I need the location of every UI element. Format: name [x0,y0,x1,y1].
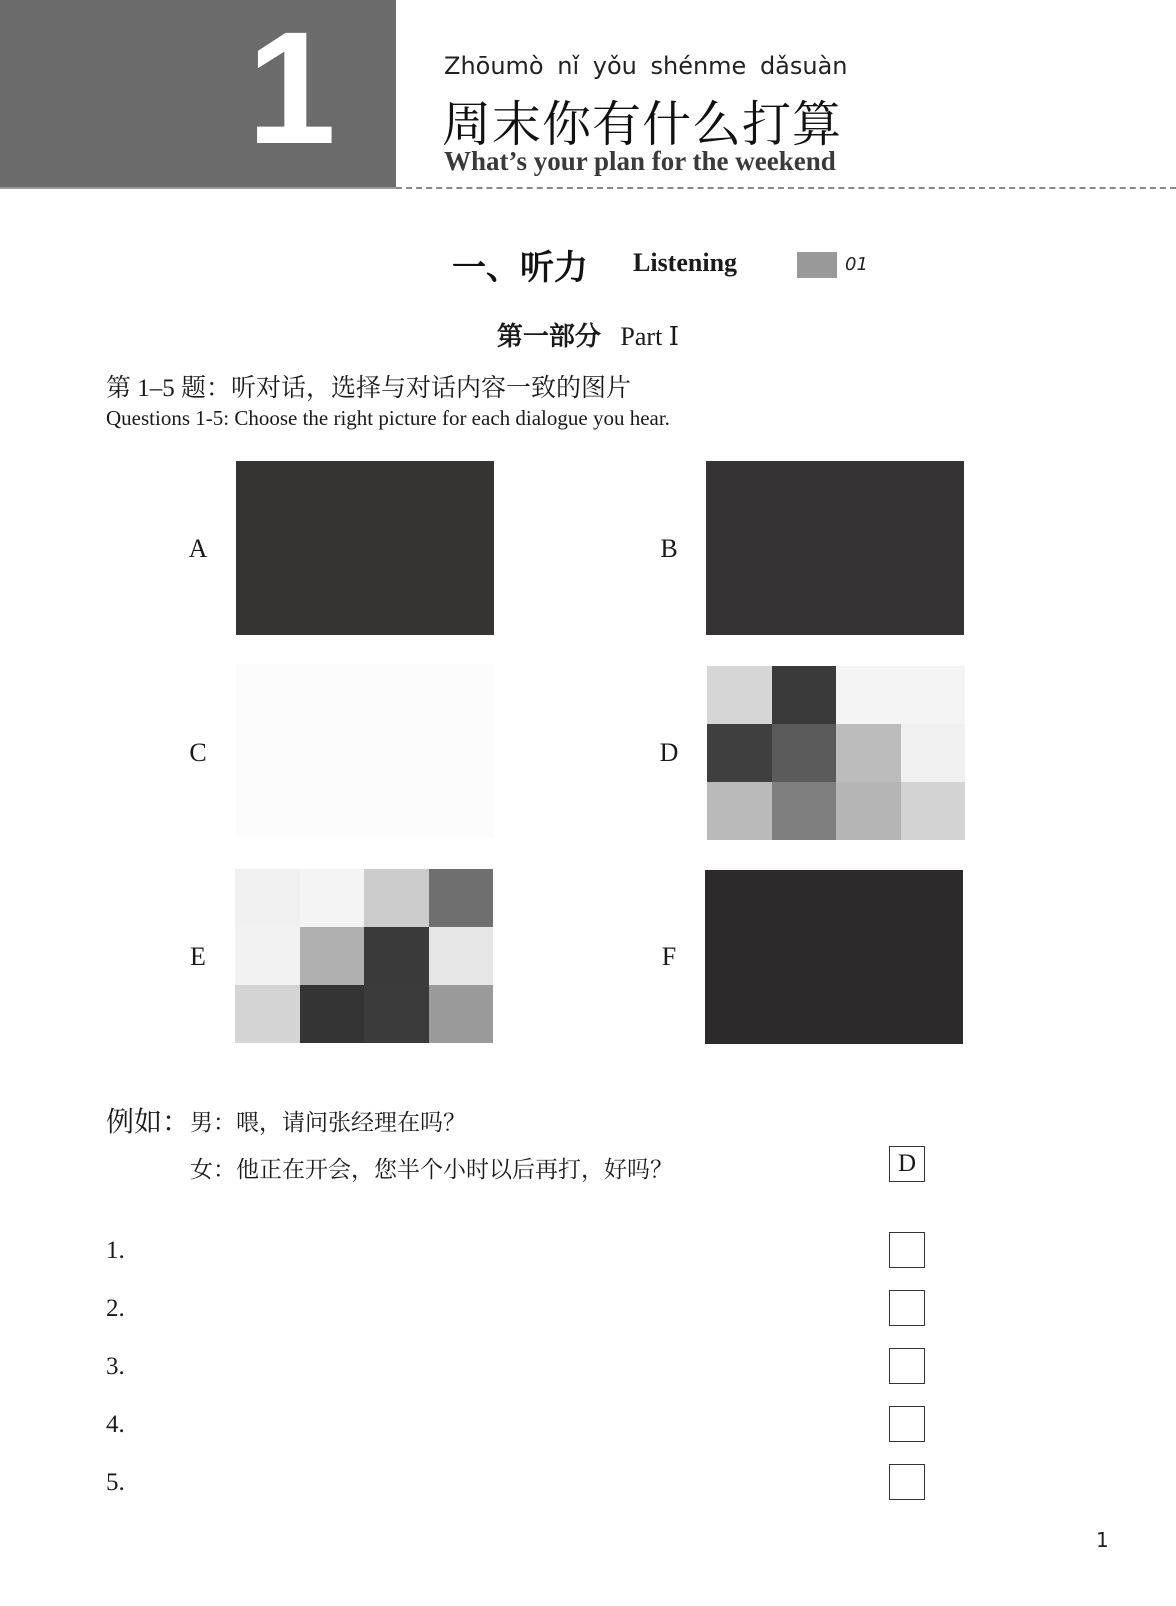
picture-tile [235,985,300,1043]
picture-tile [429,927,494,985]
lesson-pinyin: Zhōumò nǐ yǒu shénme dǎsuàn [444,52,848,80]
page-number: 1 [1096,1528,1109,1552]
question-number-3: 3. [106,1353,125,1380]
picture-tile [836,666,901,724]
picture-b [706,461,964,635]
picture-tile [235,869,300,927]
picture-tile [901,724,966,782]
header-rule [0,187,396,189]
picture-d [707,666,965,840]
picture-tile [235,927,300,985]
picture-tile [706,461,964,635]
picture-label-b: B [660,534,678,563]
part-title-english: Part Ⅰ [620,322,680,351]
picture-tile [707,782,772,840]
picture-tile [707,666,772,724]
picture-label-d: D [659,738,679,767]
example-dialogue-line-2: 女：他正在开会，您半个小时以后再打，好吗？ [190,1157,673,1182]
picture-e [235,869,493,1043]
picture-tile [300,985,365,1043]
lesson-title-english: What’s your plan for the weekend [444,146,836,176]
picture-label-f: F [661,942,677,971]
instructions-english: Questions 1-5: Choose the right picture for each dialogue you hear. [106,406,670,430]
picture-tile [364,985,429,1043]
picture-tile [901,782,966,840]
instructions-chinese: 第 1–5 题：听对话，选择与对话内容一致的图片 [106,375,632,402]
picture-tile [836,782,901,840]
section-title-english: Listening [633,248,738,277]
picture-tile [901,666,966,724]
audio-track-number: 01 [845,254,868,275]
picture-tile [236,664,494,838]
answer-box-2[interactable] [889,1290,925,1326]
example-dialogue-line-1: 男：喂，请问张经理在吗？ [190,1110,466,1135]
example-lead: 例如： [106,1107,191,1138]
example-answer-box: D [889,1146,925,1182]
question-number-2: 2. [106,1295,125,1322]
picture-tile [772,782,837,840]
question-number-1: 1. [106,1237,125,1264]
picture-tile [300,869,365,927]
answer-box-4[interactable] [889,1406,925,1442]
picture-tile [364,927,429,985]
picture-tile [429,869,494,927]
lesson-title-chinese: 周末你有什么打算 [442,96,843,153]
picture-label-a: A [188,534,208,563]
picture-tile [429,985,494,1043]
part-title-chinese: 第一部分 [496,322,601,352]
picture-tile [300,927,365,985]
picture-tile [772,666,837,724]
picture-tile [364,869,429,927]
section-title-chinese: 一、听力 [452,248,588,288]
question-number-4: 4. [106,1411,125,1438]
question-number-5: 5. [106,1469,125,1496]
picture-label-c: C [189,738,207,767]
picture-tile [236,461,494,635]
answer-box-3[interactable] [889,1348,925,1384]
header-dashed-rule [396,187,1176,189]
part-title [0,316,1176,353]
lesson-number: 1 [247,0,336,177]
answer-box-5[interactable] [889,1464,925,1500]
picture-tile [772,724,837,782]
audio-track-icon[interactable] [797,252,837,278]
picture-tile [707,724,772,782]
picture-c [236,664,494,838]
picture-label-e: E [190,942,206,971]
picture-f [705,870,963,1044]
picture-a [236,461,494,635]
picture-tile [705,870,963,1044]
picture-tile [836,724,901,782]
answer-box-1[interactable] [889,1232,925,1268]
